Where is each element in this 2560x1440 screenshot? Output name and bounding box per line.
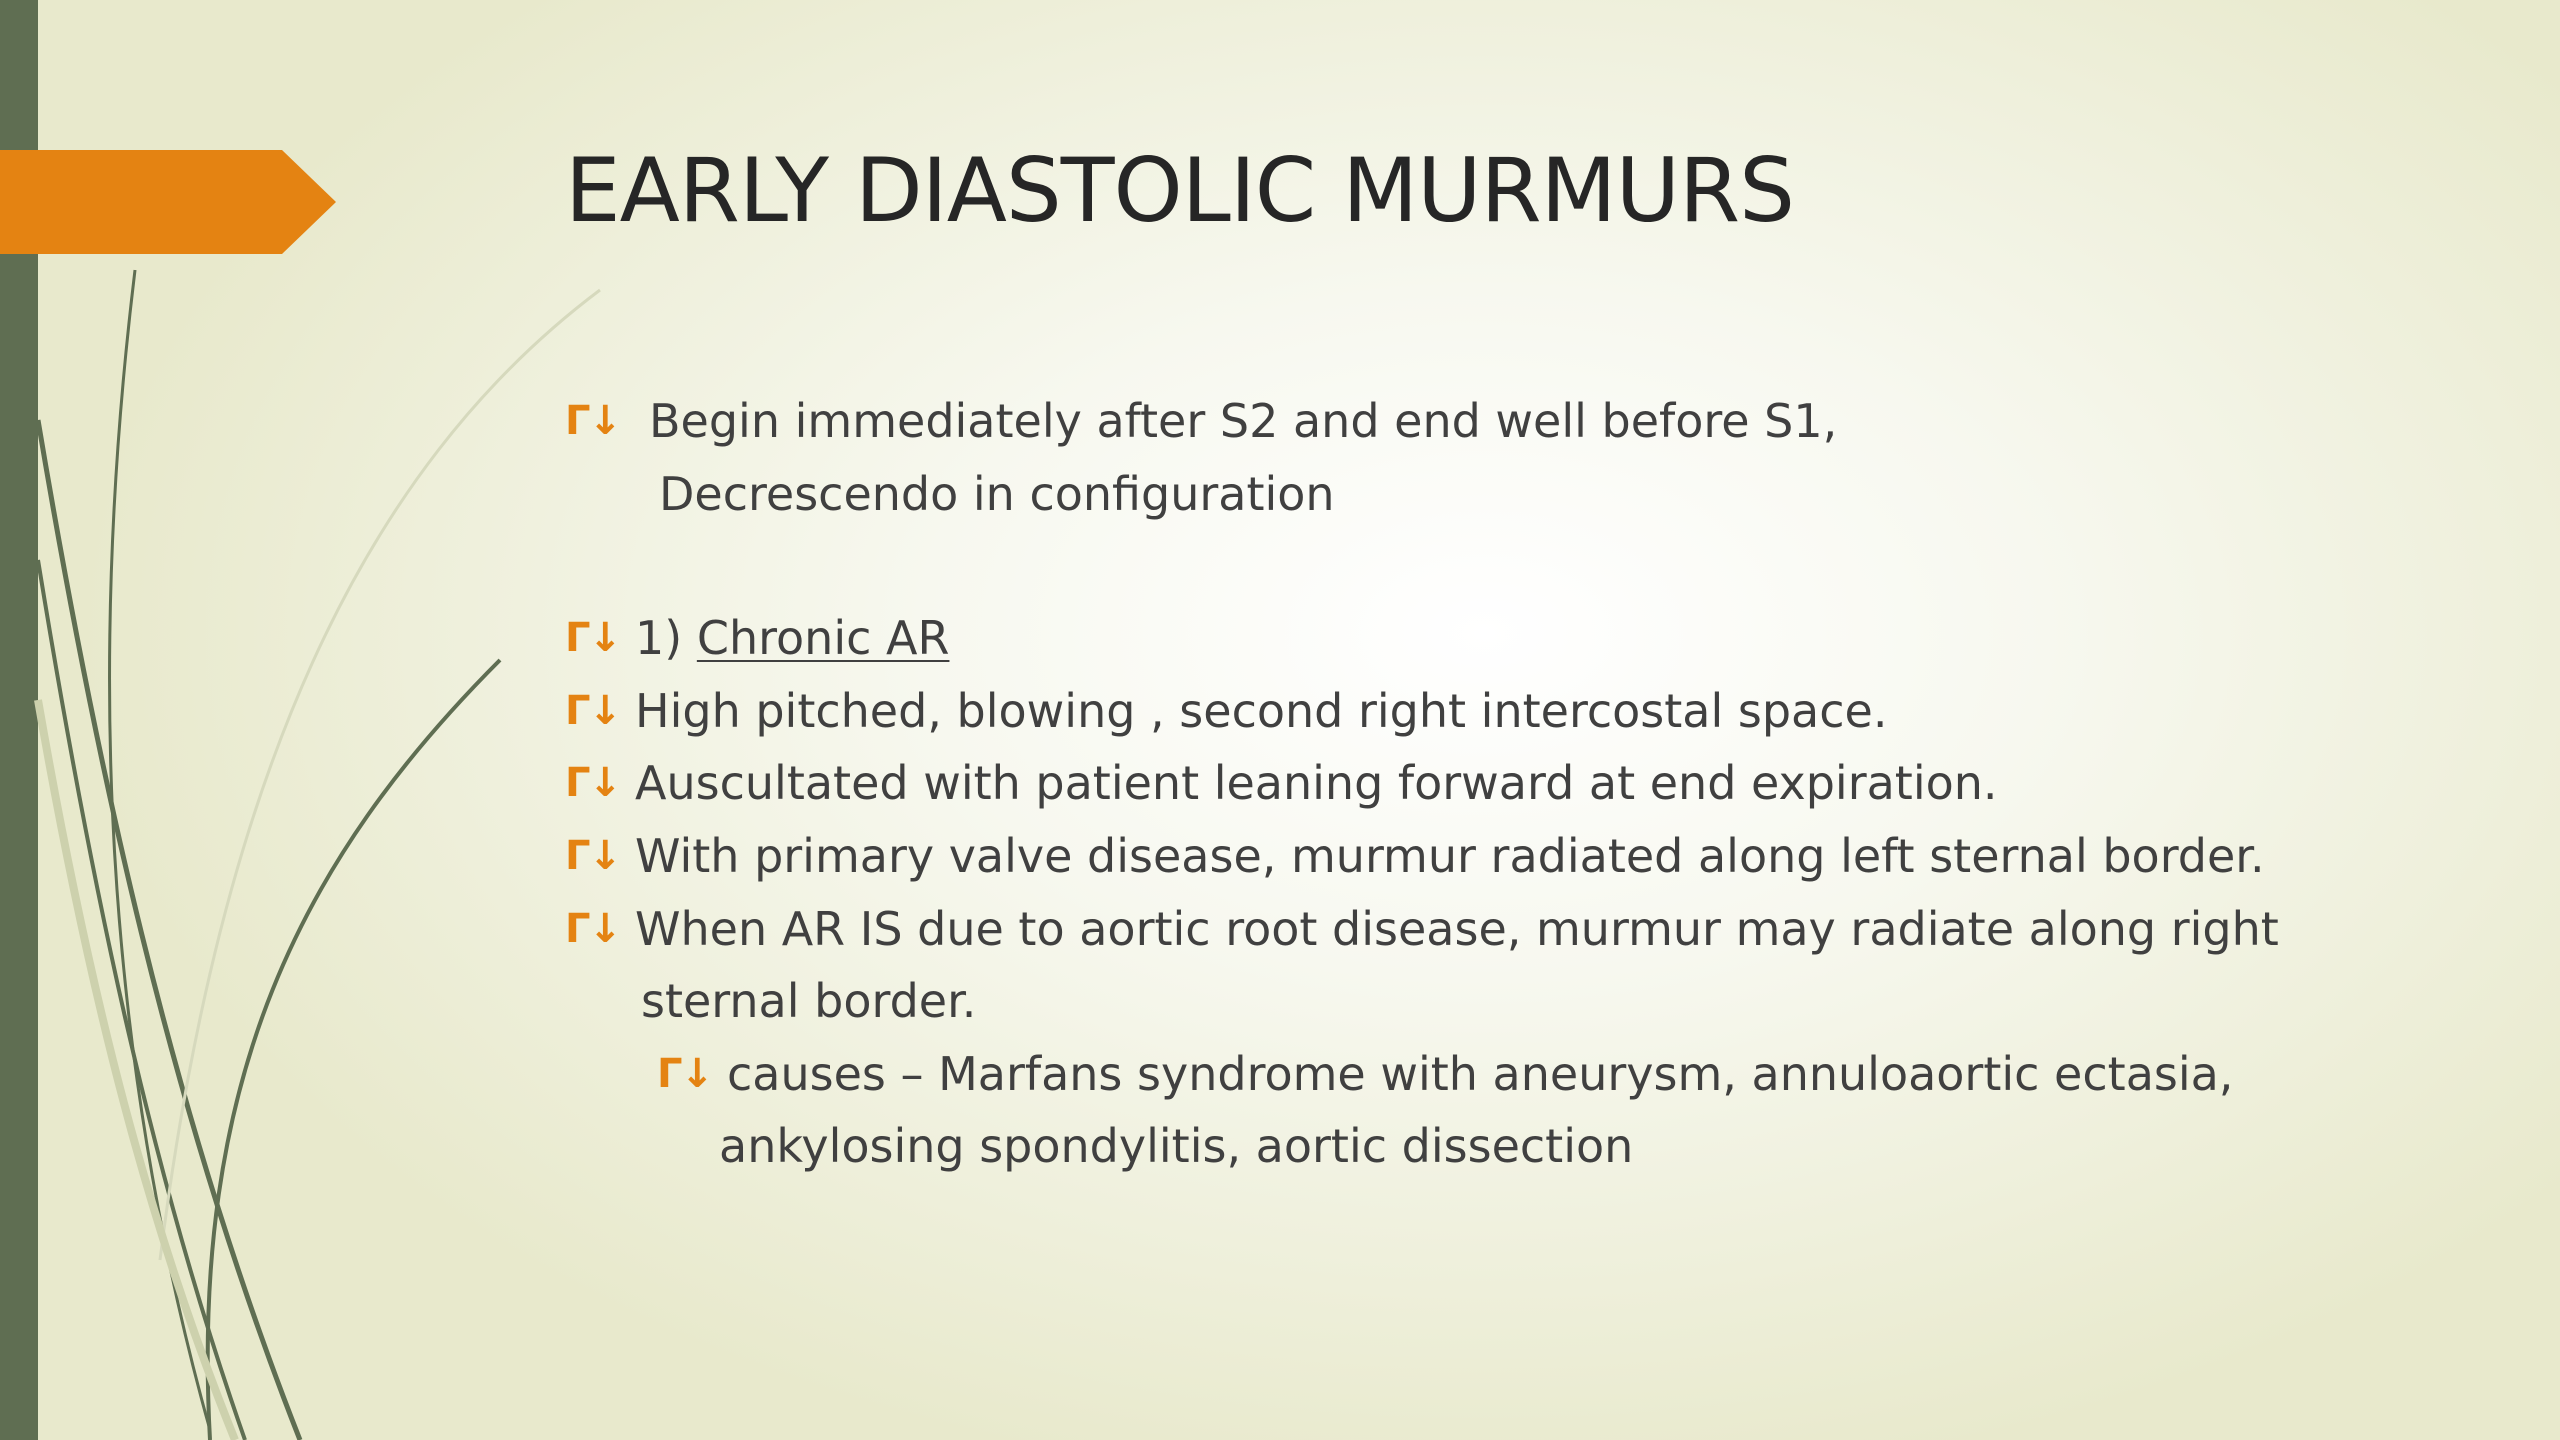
bullet-icon: Γ↓	[565, 905, 621, 952]
bullet-text: Auscultated with patient leaning forward at end expiration.	[635, 756, 1998, 811]
bullet-line: sternal border.	[641, 974, 977, 1029]
slide-body	[565, 385, 2365, 1183]
bullet-icon: Γ↓	[565, 832, 621, 879]
swoosh-line	[38, 420, 300, 1440]
bullet-item	[565, 675, 2365, 748]
swoosh-line	[208, 660, 500, 1440]
bullet-icon: Γ↓	[565, 687, 621, 734]
bullet-text: With primary valve disease, murmur radiated along left sternal border.	[635, 828, 2265, 883]
sub-bullet-item	[565, 1038, 2365, 1183]
bullet-text	[649, 385, 1837, 530]
bullet-icon: Γ↓	[657, 1050, 713, 1097]
bullet-prefix: 1)	[635, 611, 697, 666]
swoosh-line	[109, 270, 210, 1430]
bullet-item	[565, 602, 2365, 675]
slide-title: EARLY DIASTOLIC MURMURS	[565, 139, 1795, 242]
bullet-icon: Γ↓	[565, 760, 621, 807]
title-accent-arrow	[0, 150, 336, 254]
bullet-icon: Γ↓	[565, 615, 621, 662]
section-heading-underlined: Chronic AR	[696, 611, 950, 666]
bullet-line: When AR IS due to aortic root disease, murmur may radiate along right	[635, 901, 2279, 956]
bullet-text	[635, 893, 2279, 1038]
bullet-line: Begin immediately after S2 and end well before S1,	[649, 394, 1838, 448]
bullet-item	[565, 747, 2365, 820]
bullet-item	[565, 385, 2365, 530]
swoosh-line	[160, 290, 600, 1260]
bullet-item	[565, 820, 2365, 893]
swoosh-line	[38, 560, 245, 1440]
bullet-text: High pitched, blowing , second right intercostal space.	[635, 683, 1888, 738]
bullet-line: causes – Marfans syndrome with aneurysm, annuloaortic ectasia,	[727, 1046, 2234, 1101]
bullet-text	[635, 602, 949, 675]
swoosh-line	[38, 700, 235, 1440]
bullet-line: ankylosing spondylitis, aortic dissection	[719, 1119, 1634, 1174]
bullet-text	[719, 1038, 2234, 1183]
bullet-line: Decrescendo in configuration	[659, 466, 1335, 521]
bullet-icon: Γ↓	[565, 398, 621, 444]
bullet-item	[565, 893, 2365, 1038]
